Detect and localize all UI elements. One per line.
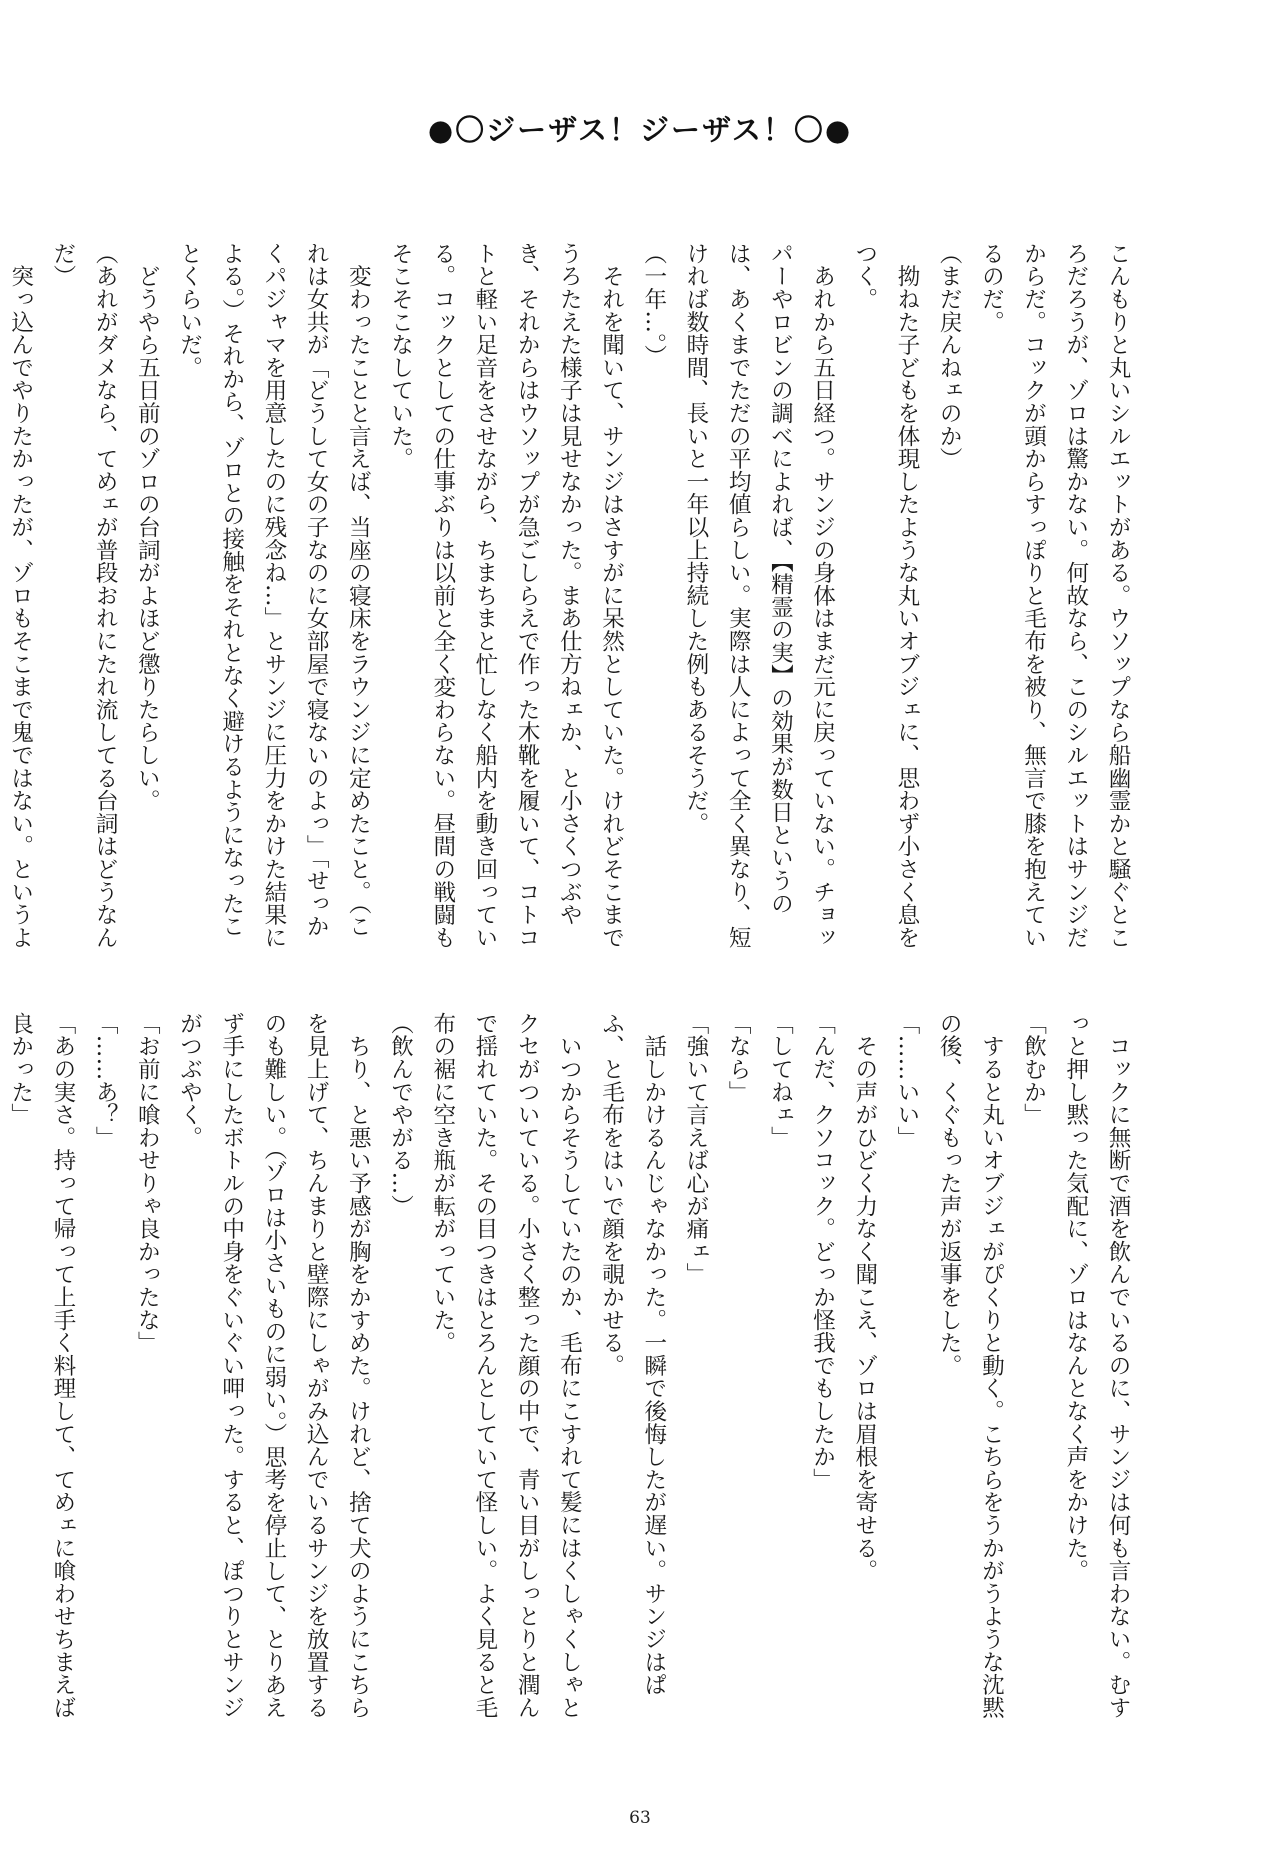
upper-text-block [7, 242, 1139, 954]
dialogue-line: 「お前に喰わせりゃ良かったな」 [134, 1012, 161, 1354]
paragraph: （あれがダメなら、てめェが普段おれにたれ流してる台詞はどうなんだ） [49, 242, 119, 949]
paragraph: （飲んでやがる…） [387, 1012, 414, 1218]
dialogue-line: 「あの実さ。持って帰って上手く料理して、てめェに喰わせちまえば良かった」 [7, 1012, 76, 1719]
paragraph: それを聞いて、サンジはさすがに呆然としていた。けれどそこまでうろたえた様子は見せなかった。まあ仕方ねェか、と小さくつぶやき、それからはウソップが急ごしらえで作った木靴を履いて、コトコトと軽い足音をさせながら、ちまちまと忙しなく船内を動き回っている。コックとしての仕事ぶりは以前と全く変わらない。昼間の戦闘もそこそこなしていた。 [387, 242, 625, 949]
dialogue-line: 「飲むか」 [1020, 1012, 1047, 1126]
lower-text-block [7, 1012, 1139, 1724]
paragraph: 話しかけるんじゃなかった。一瞬で後悔したが遅い。サンジはぱふ、と毛布をはいで顔を覗かせる。 [598, 1012, 667, 1696]
dialogue-line: 「……あ？」 [92, 1012, 119, 1149]
paragraph: その声がひどく力なく聞こえ、ゾロは眉根を寄せる。 [851, 1012, 878, 1582]
paragraph: （一年…。） [640, 242, 667, 368]
paragraph: コックに無断で酒を飲んでいるのに、サンジは何も言わない。むすっと押し黙った気配に、ゾロはなんとなく声をかけた。 [1062, 1012, 1131, 1719]
paragraph: （まだ戻んねェのか） [936, 242, 963, 470]
paragraph: すると丸いオブジェがぴくりと動く。こちらをうかがうような沈黙の後、くぐもった声が返事をした。 [936, 1012, 1005, 1719]
page-number: 63 [629, 1808, 651, 1828]
paragraph: どうやら五日前のゾロの台詞がよほど懲りたらしい。 [134, 242, 161, 812]
dialogue-line: 「なら」 [725, 1012, 752, 1104]
paragraph: 突っ込んでやりたかったが、ゾロもそこまで鬼ではない。というよ [7, 264, 34, 949]
paragraph: いつからそうしていたのか、毛布にこすれて髪にはくしゃくしゃとクセがついている。小さく整った顔の中で、青い目がしっとりと潤んで揺れていた。その目つきはとろんとしていて怪しい。よく見ると毛布の裾に空き瓶が転がっていた。 [429, 1012, 583, 1719]
paragraph: あれから五日経つ。サンジの身体はまだ元に戻っていない。チョッパーやロビンの調べによれば、【精霊の実】の効果が数日というのは、あくまでただの平均値らしい。実際は人によって全く異なり、短ければ数時間、長いと一年以上持続した例もあるそうだ。 [682, 242, 836, 949]
page-title: ●〇ジーザス！ジーザス！〇● [427, 113, 853, 147]
dialogue-line: 「んだ、クソコック。どっか怪我でもしたか」 [809, 1012, 836, 1491]
paragraph: 変わったことと言えば、当座の寝床をラウンジに定めたこと。（これは女共が「どうして女の子なのに女部屋で寝ないのよっ」「せっかくパジャマを用意したのに残念ね…」とサンジに圧力をかけた結果による。）それから、ゾロとの接触をそれとなく避けるようになったことくらいだ。 [176, 242, 372, 949]
paragraph: こんもりと丸いシルエットがある。ウソップなら船幽霊かと騒ぐところだろうが、ゾロは驚かない。何故なら、このシルエットはサンジだからだ。コックが頭からすっぽりと毛布を被り、無言で膝を抱えているのだ。 [978, 242, 1131, 949]
paragraph: 拗ねた子どもを体現したような丸いオブジェに、思わず小さく息をつく。 [851, 242, 920, 949]
dialogue-line: 「してねェ」 [767, 1012, 794, 1149]
dialogue-line: 「強いて言えば心が痛ェ」 [682, 1012, 709, 1286]
dialogue-line: 「……いい」 [893, 1012, 920, 1149]
paragraph: ちり、と悪い予感が胸をかすめた。けれど、捨て犬のようにこちらを見上げて、ちんまりと壁際にしゃがみ込んでいるサンジを放置するのも難しい。（ゾロは小さいものに弱い。）思考を停止して、とりあえず手にしたボトルの中身をぐいぐい呷った。すると、ぽつりとサンジがつぶやく。 [176, 1012, 372, 1719]
